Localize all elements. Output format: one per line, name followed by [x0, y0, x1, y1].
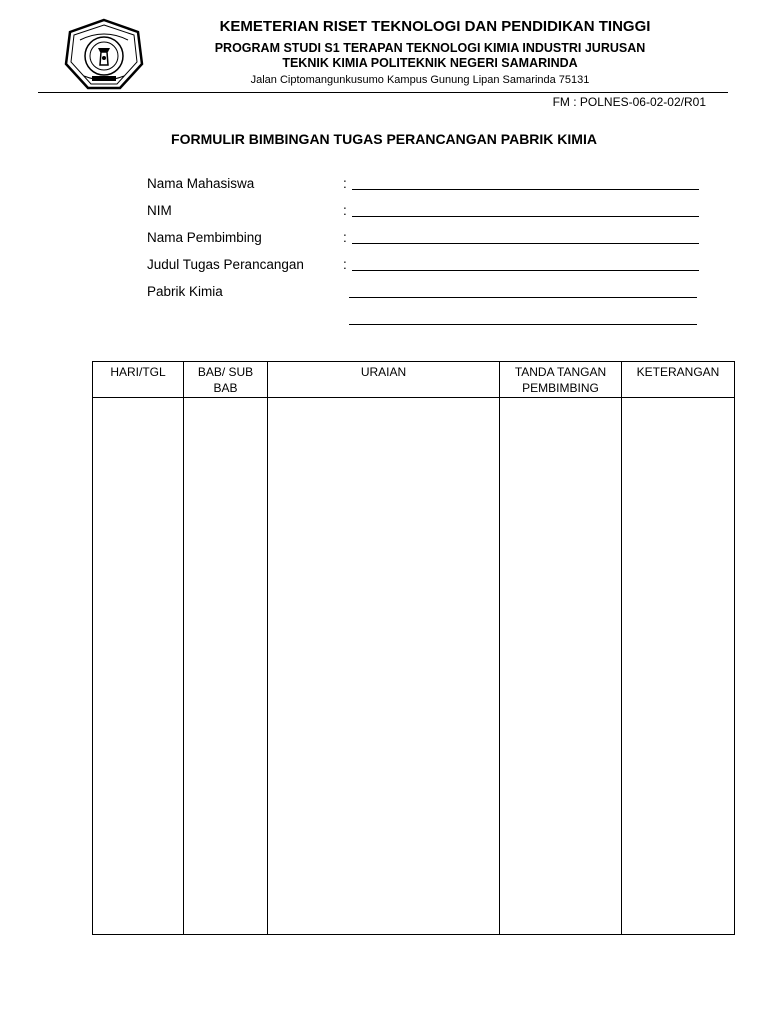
- nim-line[interactable]: [352, 202, 699, 217]
- notes-cell[interactable]: [622, 398, 735, 935]
- table-row: [93, 398, 735, 935]
- header-divider: [38, 92, 728, 93]
- signature-header-line-1: TANDA TANGAN: [514, 365, 607, 379]
- address-text: Jalan Ciptomangunkusumo Kampus Gunung Lipan Samarinda 75131: [250, 74, 590, 86]
- student-name-line[interactable]: [352, 175, 699, 190]
- table-header-row: [93, 362, 735, 398]
- design-title-line[interactable]: [352, 256, 699, 271]
- date-column-header: [93, 362, 184, 398]
- plant-line-2[interactable]: [349, 310, 697, 325]
- chapter-column-header: [184, 362, 268, 398]
- signature-cell[interactable]: [500, 398, 622, 935]
- notes-header-label: KETERANGAN: [636, 365, 720, 379]
- chapter-header-line-2: BAB: [213, 381, 238, 395]
- signature-column-header: [500, 362, 622, 398]
- date-cell[interactable]: [93, 398, 184, 935]
- plant-label: Pabrik Kimia: [147, 284, 223, 299]
- supervisor-colon: :: [343, 230, 347, 245]
- nim-colon: :: [343, 203, 347, 218]
- nim-label: NIM: [147, 203, 172, 218]
- student-name-colon: :: [343, 176, 347, 191]
- supervisor-label: Nama Pembimbing: [147, 230, 262, 245]
- department-heading: TEKNIK KIMIA POLITEKNIK NEGERI SAMARINDA: [282, 56, 578, 70]
- student-name-label: Nama Mahasiswa: [147, 176, 255, 191]
- design-title-label: Judul Tugas Perancangan: [147, 257, 304, 272]
- institution-emblem-icon: [64, 18, 144, 90]
- plant-line-1[interactable]: [349, 283, 697, 298]
- description-header-label: URAIAN: [360, 365, 407, 379]
- program-heading: PROGRAM STUDI S1 TERAPAN TEKNOLOGI KIMIA INDUSTRI JURUSAN: [214, 41, 646, 55]
- form-code: FM : POLNES-06-02-02/R01: [552, 95, 706, 109]
- supervisor-line[interactable]: [352, 229, 699, 244]
- date-header-label: HARI/TGL: [110, 365, 166, 379]
- chapter-header-line-1: BAB/ SUB: [197, 365, 254, 379]
- notes-column-header: [622, 362, 735, 398]
- design-title-colon: :: [343, 257, 347, 272]
- signature-header-line-2: PEMBIMBING: [522, 381, 599, 395]
- chapter-cell[interactable]: [184, 398, 268, 935]
- description-cell[interactable]: [268, 398, 500, 935]
- guidance-log-table: [92, 361, 735, 935]
- form-title: FORMULIR BIMBINGAN TUGAS PERANCANGAN PABRIK KIMIA: [171, 131, 597, 147]
- ministry-heading: KEMETERIAN RISET TEKNOLOGI DAN PENDIDIKAN TINGGI: [219, 18, 651, 35]
- description-column-header: [268, 362, 500, 398]
